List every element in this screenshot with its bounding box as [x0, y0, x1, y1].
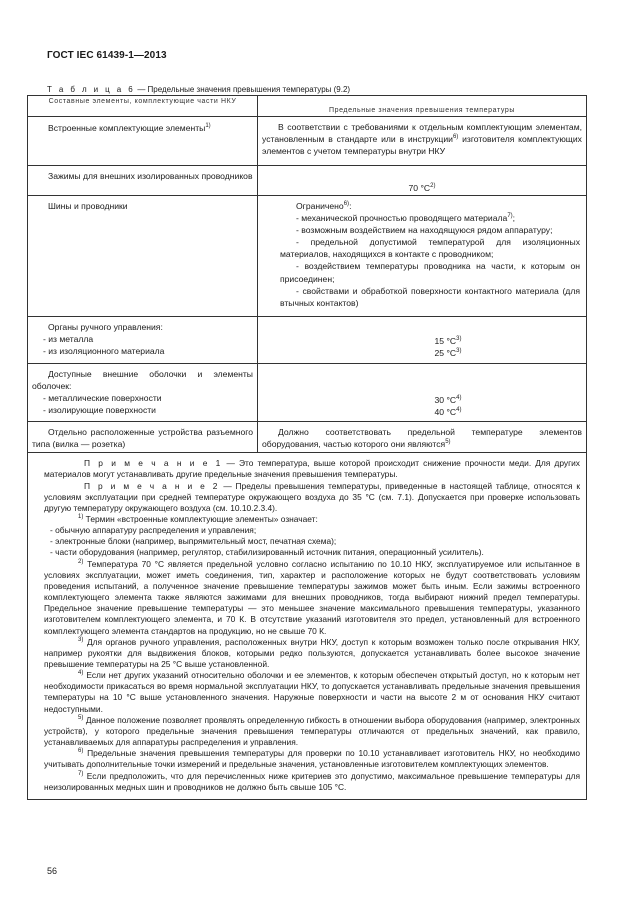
- footnote-ref: 3): [456, 336, 462, 343]
- footnote-ref: 3): [456, 348, 462, 355]
- document-header: ГОСТ IEC 61439-1—2013: [47, 50, 167, 61]
- list-item: - свойствами и обработкой поверхности контактного материала (для втычных контактов): [280, 285, 580, 308]
- row-terminals-name: Зажимы для внешних изолированных проводников: [28, 166, 258, 196]
- footnote-1: $^{1)}$ Термин «встроенные комплектующие элементы» означает:: [78, 513, 318, 524]
- row-terminals-value: 70 $^\circ С^{2)}$: [258, 166, 587, 196]
- row-builtin-name: Встроенные комплектующие элементы$^{1)}$: [28, 117, 258, 166]
- row-manual-value: 15 $^\circ С^{3)}$ 25 $^\circ С^{3)}$: [258, 317, 587, 364]
- list-item: - части оборудования (например, регулятор, стабилизированный источник питания, операционный усилитель).: [50, 547, 484, 558]
- footnote-4: $^{4)}$ Если нет других указаний относительно оболочки и ее элементов, к которым обеспечен открытый доступ, но к которым нет необходимости прикасаться во время нормальной эксплуатации НКУ, то допускается устанавливать предельные значения превышения температуры на 10 °С выше установленного значения. Наружные поверхности и части на высоте 2 м от основания НКУ считают недоступными.: [44, 670, 580, 714]
- footnote-3: $^{3)}$ Для органов ручного управления, расположенных внутри НКУ, доступ к которым возможен только после открывания НКУ, например рукоятки для выдвижения блоков, которыми редко пользуются, допускается устанавливать более высокое значение превышение температуры на 25 °С выше установленной.: [44, 636, 580, 669]
- list-item: - возможным воздействием на находящуюся рядом аппаратуру;: [296, 225, 553, 236]
- page-number: 56: [47, 866, 58, 876]
- list-item: - воздействием температуры проводника на части, к которым он присоединен;: [280, 261, 580, 284]
- row-enclosures-value: 30 $^\circ С^{4)}$ 40 $^\circ С^{4)}$: [258, 364, 587, 422]
- table-row: [28, 117, 587, 166]
- footnote-ref: 7): [507, 213, 513, 220]
- table-row: [28, 166, 587, 196]
- table-caption-label: Т а б л и ц а 6: [47, 85, 136, 94]
- note-2: П р и м е ч а н и е 2 — Пределы превышения температуры, приведенные в настоящей таблице, относятся к условиям эксплуатации при средней температуре окружающего воздуха до 35 °С (см. 7.1). Допускается при проверке использовать другую температуру окружающего воздуха (см. 10.10.2.3.4).: [44, 480, 580, 513]
- temperature-rise-table: [27, 95, 587, 800]
- header-right: Предельные значения превышения температуры: [258, 96, 587, 117]
- footnote-ref: 5): [445, 439, 451, 446]
- footnote-7: $^{7)}$ Если предположить, что для перечисленных ниже критериев это допустимо, максимальное превышение температуры для неизолированных медных шин и проводников не должно быть свыше 105 °С.: [44, 770, 580, 792]
- table-header-row: [28, 96, 587, 117]
- footnote-ref: 4): [456, 395, 462, 402]
- footnote-5: $^{5)}$ Данное положение позволяет проявлять определенную гибкость в отношении выбора оборудования (например, электронных устройств), у которого предельные значения превышения температуры отличаются от предельных значений, как правило, устанавливаемых для аппаратуры распределения и управления.: [44, 714, 580, 748]
- table-row: [28, 364, 587, 422]
- footnote-6: $^{6)}$ Предельные значения превышения температуры для проверки по 10.10 устанавливает изготовитель НКУ, но необходимо учитывать дополнительные точки измерений и предельные значения, установленные изготовителем комплектующих элементов.: [44, 748, 580, 770]
- table-notes: [28, 453, 587, 800]
- list-item: - обычную аппаратуру распределения и управления;: [50, 525, 257, 536]
- footnote-ref: 6): [452, 134, 459, 141]
- list-item: - электронные блоки (например, выпрямительный мост, печатная схема);: [50, 536, 337, 547]
- row-manual-name: Органы ручного управления: - из металла - из изоляционного материала: [28, 317, 258, 364]
- footnote-2: $^{2)}$ Температура 70 °С является предельной условно согласно испытанию по 10.10 НКУ, эксплуатируемое или испытанное в условиях эксплуатации, может иметь соединения, тип, характер и расположение которых не будут соответствовать условиям проведения испытаний, а полученное значение превышение температуры зажимов может быть иным. Если зажимы встроенного комплектующего элемента также являются зажимами для внешних проводников, тогда выбирают нижний предел температуры. Предельное значение превышение температуры — это меньшее значение максимального превышения температуры, указанного изготовителем комплектующего элемента, и 70 К. В отсутствие указаний изготовителя это предел, установленный для встроенного комплектующего элемента стандартов на продукцию, но не свыше 70 К.: [44, 558, 580, 636]
- header-left: Составные элементы, комплектующие части НКУ: [28, 96, 258, 117]
- row-busbars-name: Шины и проводники: [28, 196, 258, 317]
- row-builtin-value: В соответствии с требованиями к отдельным комплектующим элементам, установленным в стандарте или в инструкции$^{6)}$ изготовителя комплектующих элементов с учетом температуры внутри НКУ: [258, 117, 587, 166]
- row-plug-name: Отдельно расположенные устройства разъемного типа (вилка — розетка): [28, 422, 258, 453]
- list-item: - предельной допустимой температурой для изоляционных материалов, находящихся в контакте с проводником;: [280, 237, 580, 260]
- footnote-ref: 6): [343, 201, 350, 208]
- table-row: [28, 196, 587, 317]
- row-plug-value: Должно соответствовать предельной температуре элементов оборудования, частью которого они являются$^{5)}$: [258, 422, 587, 453]
- footnote-ref: 1): [205, 123, 211, 130]
- table-row: [28, 422, 587, 453]
- list-item: - механической прочностью проводящего материала$^{7)}$;: [296, 213, 516, 224]
- table-caption: [47, 85, 350, 94]
- table-notes-row: [28, 453, 587, 800]
- note-1: П р и м е ч а н и е 1 — Это температура, выше которой происходит снижение прочности меди. Для других материалов могут устанавливать другие предельные значения превышения температуры.: [44, 458, 580, 480]
- row-busbars-value: Ограничено$^{6)}$: - механической прочностью проводящего материала$^{7)}$; - возможным воздействием на находящуюся рядом аппаратуру; - предельной допустимой температурой для изоляционных материалов, находящихся в контакте с проводником; - воздействием температуры проводника на части, к которым он присоединен; - свойствами и обработкой поверхности контактного материала (для втычных контактов): [258, 196, 587, 317]
- table-caption-title: — Предельные значения превышения температуры (9.2): [135, 85, 351, 94]
- row-enclosures-name: Доступные внешние оболочки и элементы оболочек: - металлические поверхности - изолирующие поверхности: [28, 364, 258, 422]
- footnote-ref: 4): [456, 407, 462, 414]
- table-row: [28, 317, 587, 364]
- footnote-ref: 2): [430, 183, 436, 190]
